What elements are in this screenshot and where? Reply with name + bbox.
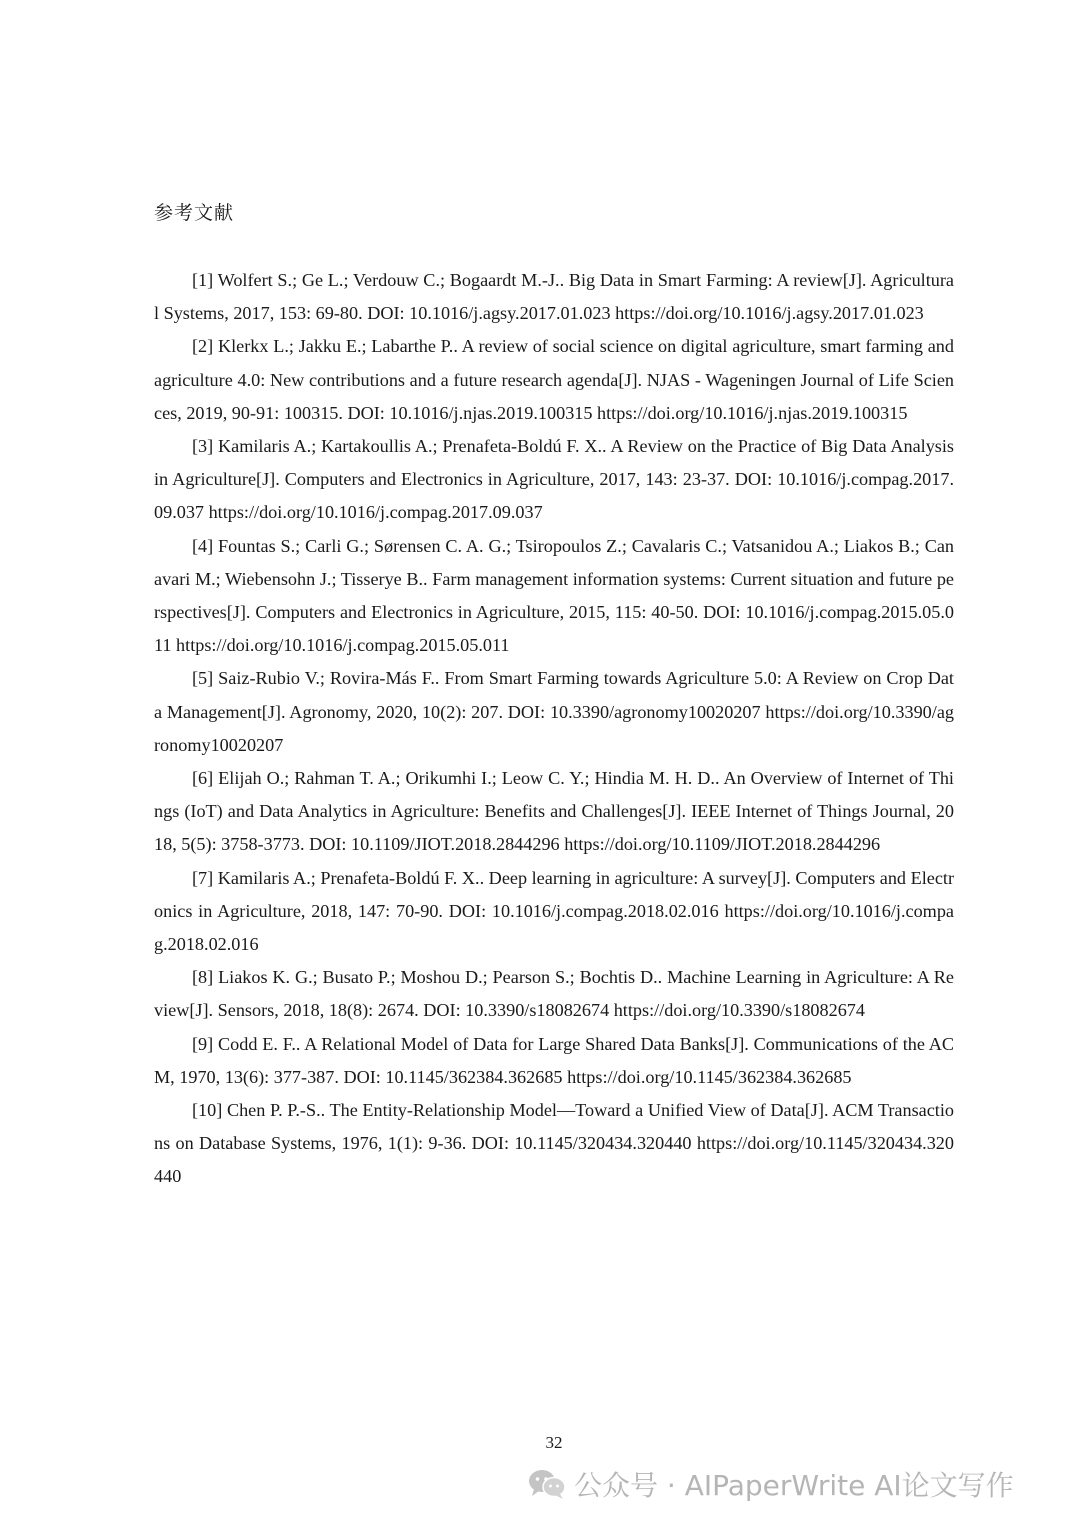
watermark-text: 公众号 · AIPaperWrite AI论文写作 [574, 1469, 1014, 1502]
reference-item-4: [4] Fountas S.; Carli G.; Sørensen C. A. G.; Tsiropoulos Z.; Cavalaris C.; Vatsanidou A.; Liakos B.; Canavari M.; Wiebensohn J.; Tisserye B.. Farm management information systems: Current situation and future perspectives[J]. Computers and Electronics in Agriculture, 2015, 115: 40-50. DOI: 10.1016/j.compag.2015.05.011 https://doi.org/10.1016/j.compag.2015.05.011 [154, 535, 954, 656]
reference-list [154, 264, 954, 1194]
watermark [528, 1462, 1014, 1506]
reference-item-5: [5] Saiz-Rubio V.; Rovira-Más F.. From Smart Farming towards Agriculture 5.0: A Review on Crop Data Management[J]. Agronomy, 2020, 10(2): 207. DOI: 10.3390/agronomy10020207 https://doi.org/10.3390/agronomy10020207 [154, 668, 954, 755]
reference-item-3: [3] Kamilaris A.; Kartakoullis A.; Prenafeta-Boldú F. X.. A Review on the Practice of Big Data Analysis in Agriculture[J]. Computers and Electronics in Agriculture, 2017, 143: 23-37. DOI: 10.1016/j.compag.2017.09.037 https://doi.org/10.1016/j.compag.2017.09.037 [154, 436, 954, 523]
reference-item-6: [6] Elijah O.; Rahman T. A.; Orikumhi I.; Leow C. Y.; Hindia M. H. D.. An Overview of Internet of Things (IoT) and Data Analytics in Agriculture: Benefits and Challenges[J]. IEEE Internet of Things Journal, 2018, 5(5): 3758-3773. DOI: 10.1109/JIOT.2018.2844296 https://doi.org/10.1109/JIOT.2018.2844296 [154, 768, 954, 855]
references-heading: 参考文献 [154, 202, 235, 224]
reference-item-9: [9] Codd E. F.. A Relational Model of Data for Large Shared Data Banks[J]. Communications of the ACM, 1970, 13(6): 377-387. DOI: 10.1145/362384.362685 https://doi.org/10.1145/362384.362685 [154, 1033, 954, 1087]
reference-item-2: [2] Klerkx L.; Jakku E.; Labarthe P.. A review of social science on digital agriculture, smart farming and agriculture 4.0: New contributions and a future research agenda[J]. NJAS - Wageningen Journal of Life Sciences, 2019, 90-91: 100315. DOI: 10.1016/j.njas.2019.100315 https://doi.org/10.1016/j.njas.2019.100315 [154, 336, 954, 423]
document-page [154, 0, 954, 1527]
page-number: 32 [545, 1433, 563, 1452]
reference-item-1: [1] Wolfert S.; Ge L.; Verdouw C.; Bogaardt M.-J.. Big Data in Smart Farming: A review[J]. Agricultural Systems, 2017, 153: 69-80. DOI: 10.1016/j.agsy.2017.01.023 https://doi.org/10.1016/j.agsy.2017.01.023 [154, 270, 954, 324]
wechat-icon [528, 1468, 566, 1500]
reference-item-7: [7] Kamilaris A.; Prenafeta-Boldú F. X.. Deep learning in agriculture: A survey[J]. Computers and Electronics in Agriculture, 2018, 147: 70-90. DOI: 10.1016/j.compag.2018.02.016 https://doi.org/10.1016/j.compag.2018.02.016 [154, 867, 954, 955]
reference-item-8: [8] Liakos K. G.; Busato P.; Moshou D.; Pearson S.; Bochtis D.. Machine Learning in Agriculture: A Review[J]. Sensors, 2018, 18(8): 2674. DOI: 10.3390/s18082674 https://doi.org/10.3390/s18082674 [154, 967, 954, 1021]
reference-item-10: [10] Chen P. P.-S.. The Entity-Relationship Model—Toward a Unified View of Data[J]. ACM Transactions on Database Systems, 1976, 1(1): 9-36. DOI: 10.1145/320434.320440 https://doi.org/10.1145/320434.320440 [154, 1100, 954, 1187]
